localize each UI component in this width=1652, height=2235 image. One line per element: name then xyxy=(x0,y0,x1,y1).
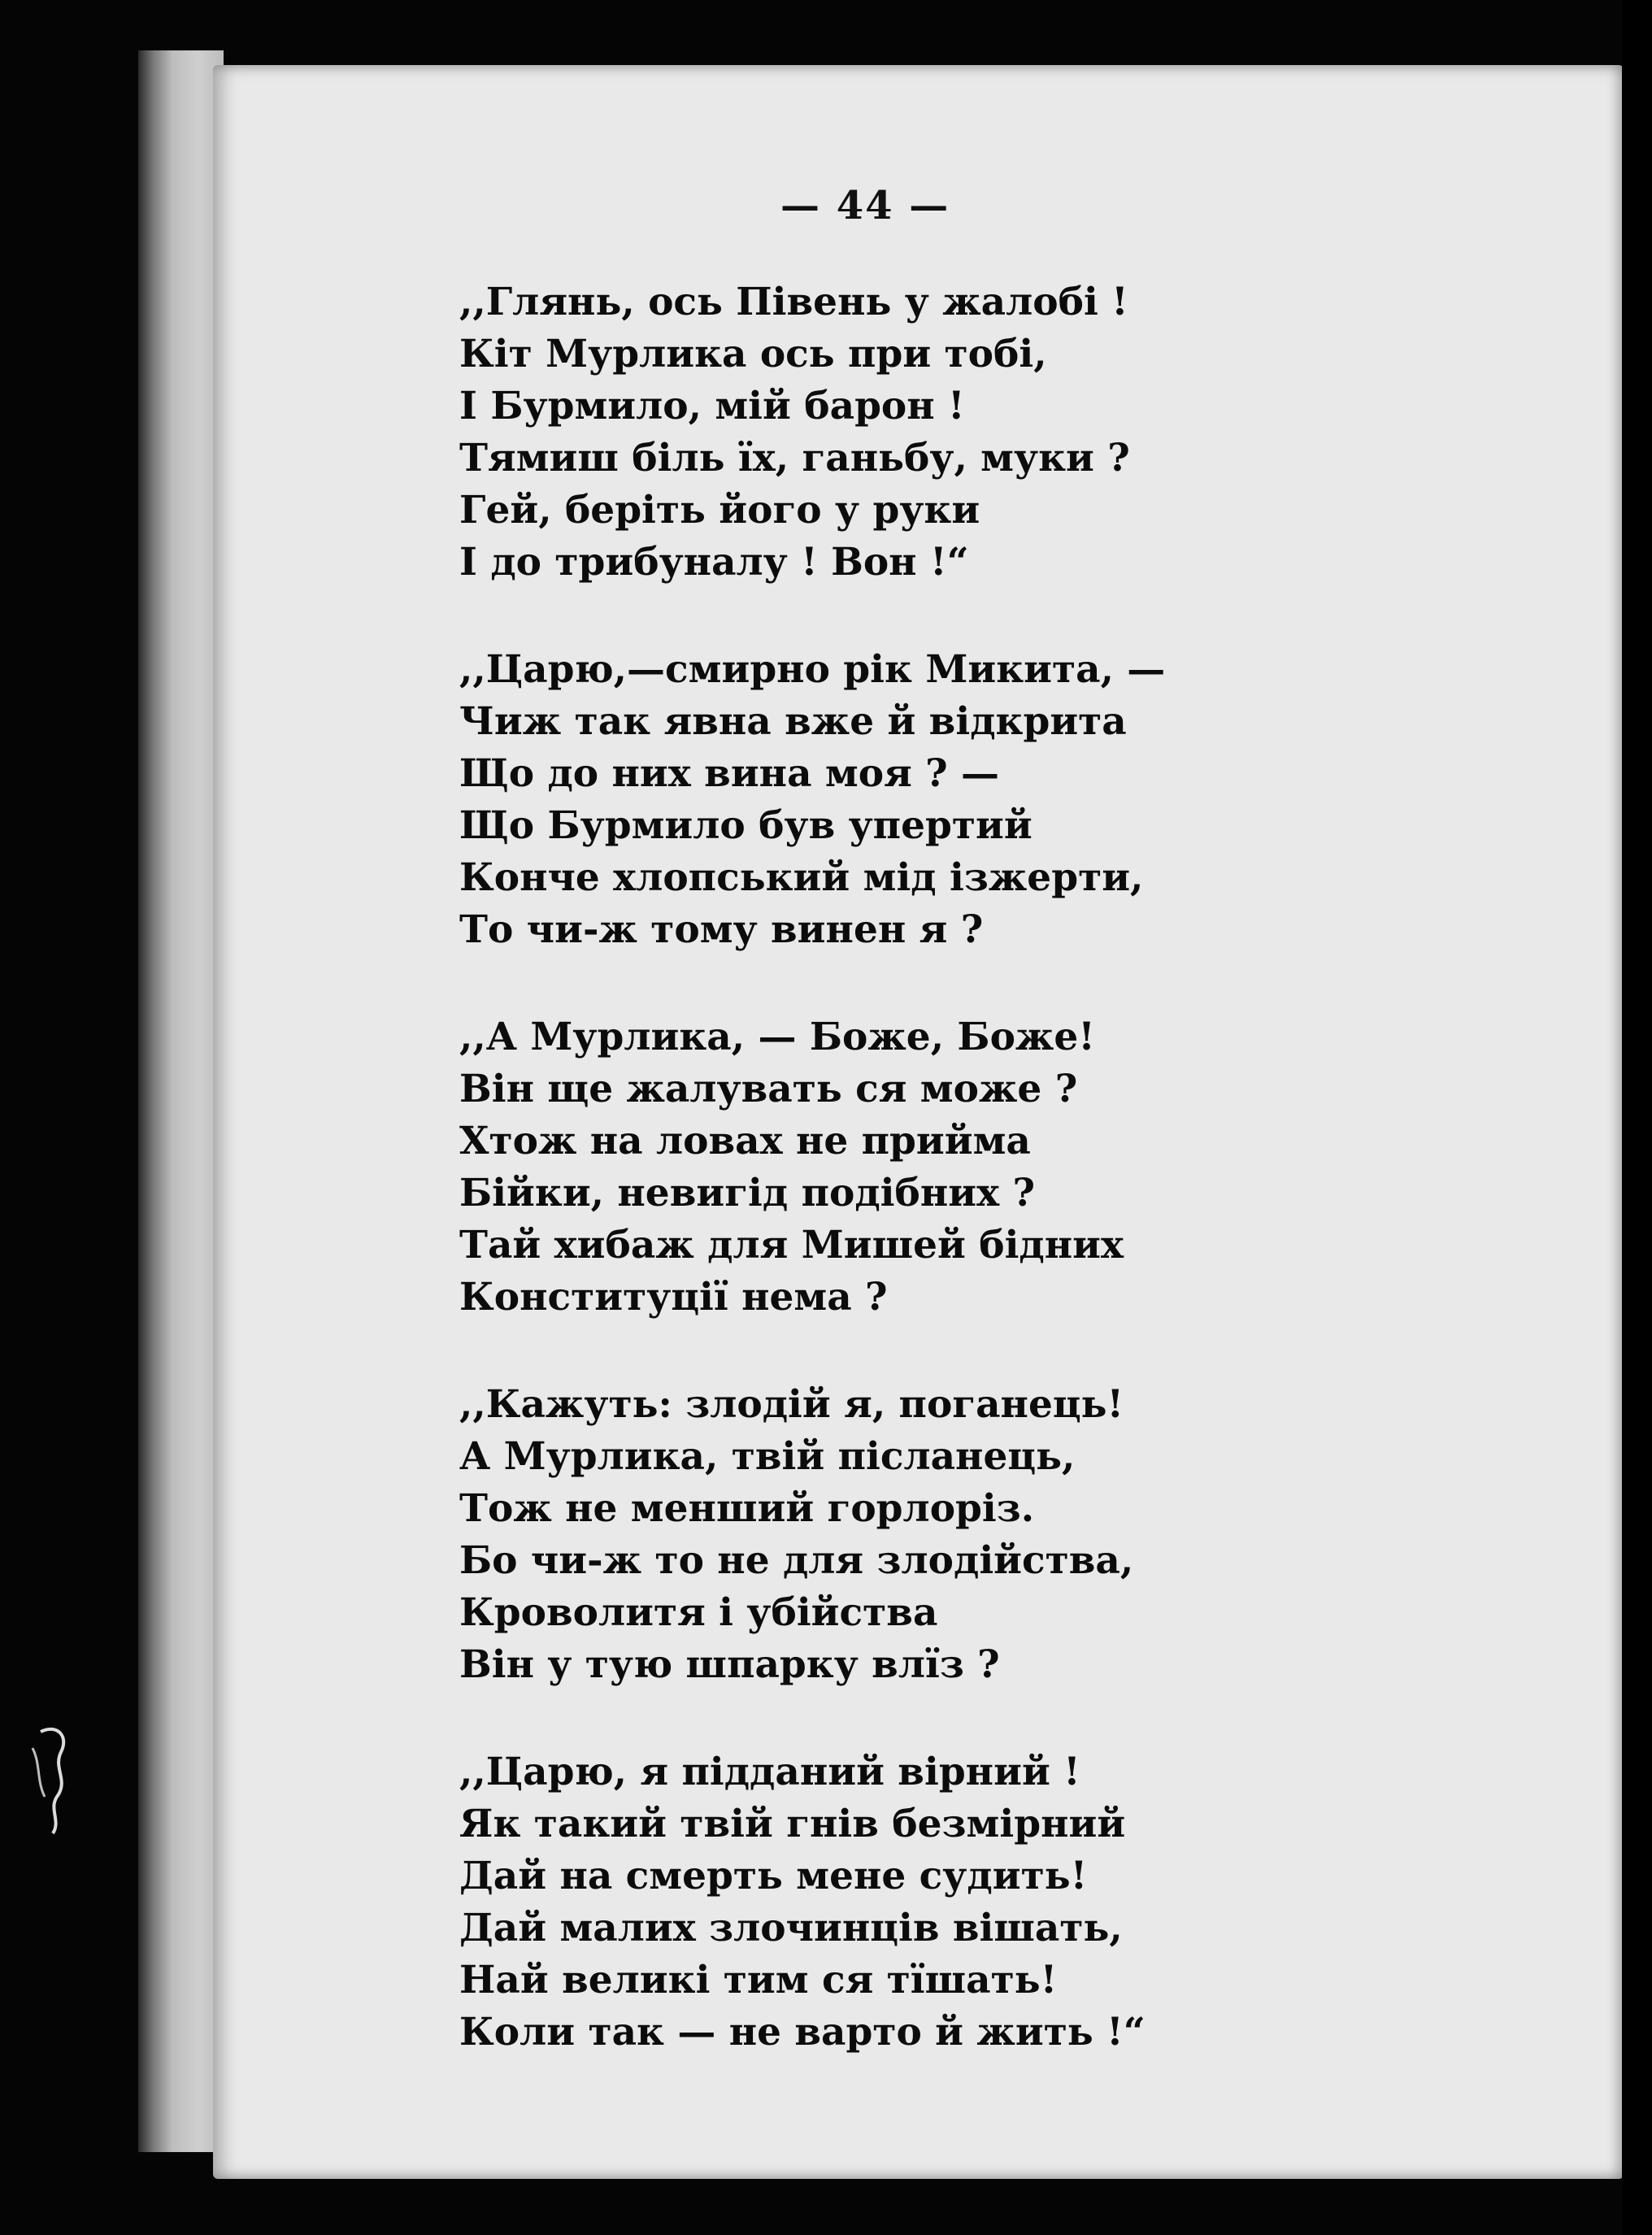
verse-line: Тай хибаж для Мишей бідних xyxy=(459,1223,1124,1268)
verse-line: Конче хлопський мід ізжерти, xyxy=(459,855,1144,900)
verse-line: ,,Кажуть: злодій я, поганець! xyxy=(459,1382,1124,1427)
verse-line: ,,Глянь, ось Півень у жалобі ! xyxy=(459,280,1128,324)
verse-line: Що Бурмило був упертий xyxy=(459,803,1032,848)
verse-line: Бо чи-ж то не для злодійства, xyxy=(459,1538,1134,1583)
verse-line: Тож не менший горлоріз. xyxy=(459,1486,1035,1531)
verse-line: Коли так — не варто й жить !“ xyxy=(459,2010,1146,2055)
page-number: — 44 — xyxy=(780,183,950,228)
stanza xyxy=(459,1011,1500,1324)
verse-line: Най великі тим ся тїшать! xyxy=(459,1958,1058,2002)
verse-line: Бійки, невигід подібних ? xyxy=(459,1171,1036,1215)
verse-line: ,,Царю,—смирно рік Микита, — xyxy=(459,647,1166,692)
verse-line: Тямиш біль їх, ганьбу, муки ? xyxy=(459,436,1130,480)
verse-line: Хтож на ловах не прийма xyxy=(459,1119,1031,1163)
book-page-edge xyxy=(138,50,224,2152)
verse-line: Дай малих злочинців вішать, xyxy=(459,1906,1123,1950)
verse-line: І до трибуналу ! Вон !“ xyxy=(459,540,969,585)
verse-line: Кіт Мурлика ось при тобі, xyxy=(459,332,1047,376)
stanza xyxy=(459,1746,1500,2059)
stanza xyxy=(459,1379,1500,1691)
verse-line: Чиж так явна вже й відкрита xyxy=(459,699,1127,744)
verse-line: Кроволитя і убійства xyxy=(459,1590,938,1635)
verse-line: Як такий твій гнів безмірний xyxy=(459,1802,1126,1846)
verse-line: Конституції нема ? xyxy=(459,1275,888,1320)
verse-line: Дай на смерть мене судить! xyxy=(459,1854,1088,1898)
verse-line: То чи-ж тому винен я ? xyxy=(459,907,984,952)
verse-line: Що до них вина моя ? — xyxy=(459,751,1000,796)
stanza xyxy=(459,276,1500,589)
verse-line: А Мурлика, твій післанець, xyxy=(459,1434,1076,1479)
verse-line: Він ще жалувать ся може ? xyxy=(459,1067,1078,1111)
poem-text xyxy=(459,276,1500,2114)
stanza xyxy=(459,644,1500,956)
verse-line: Гей, беріть його у руки xyxy=(459,488,980,533)
verse-line: ,,А Мурлика, — Боже, Боже! xyxy=(459,1015,1095,1059)
margin-smudge xyxy=(24,1715,81,1837)
verse-line: Він у тую шпарку влїз ? xyxy=(459,1642,1000,1687)
verse-line: ,,Царю, я підданий вірний ! xyxy=(459,1750,1080,1794)
verse-line: І Бурмило, мій барон ! xyxy=(459,384,965,428)
scan-right-border xyxy=(1622,0,1652,2235)
